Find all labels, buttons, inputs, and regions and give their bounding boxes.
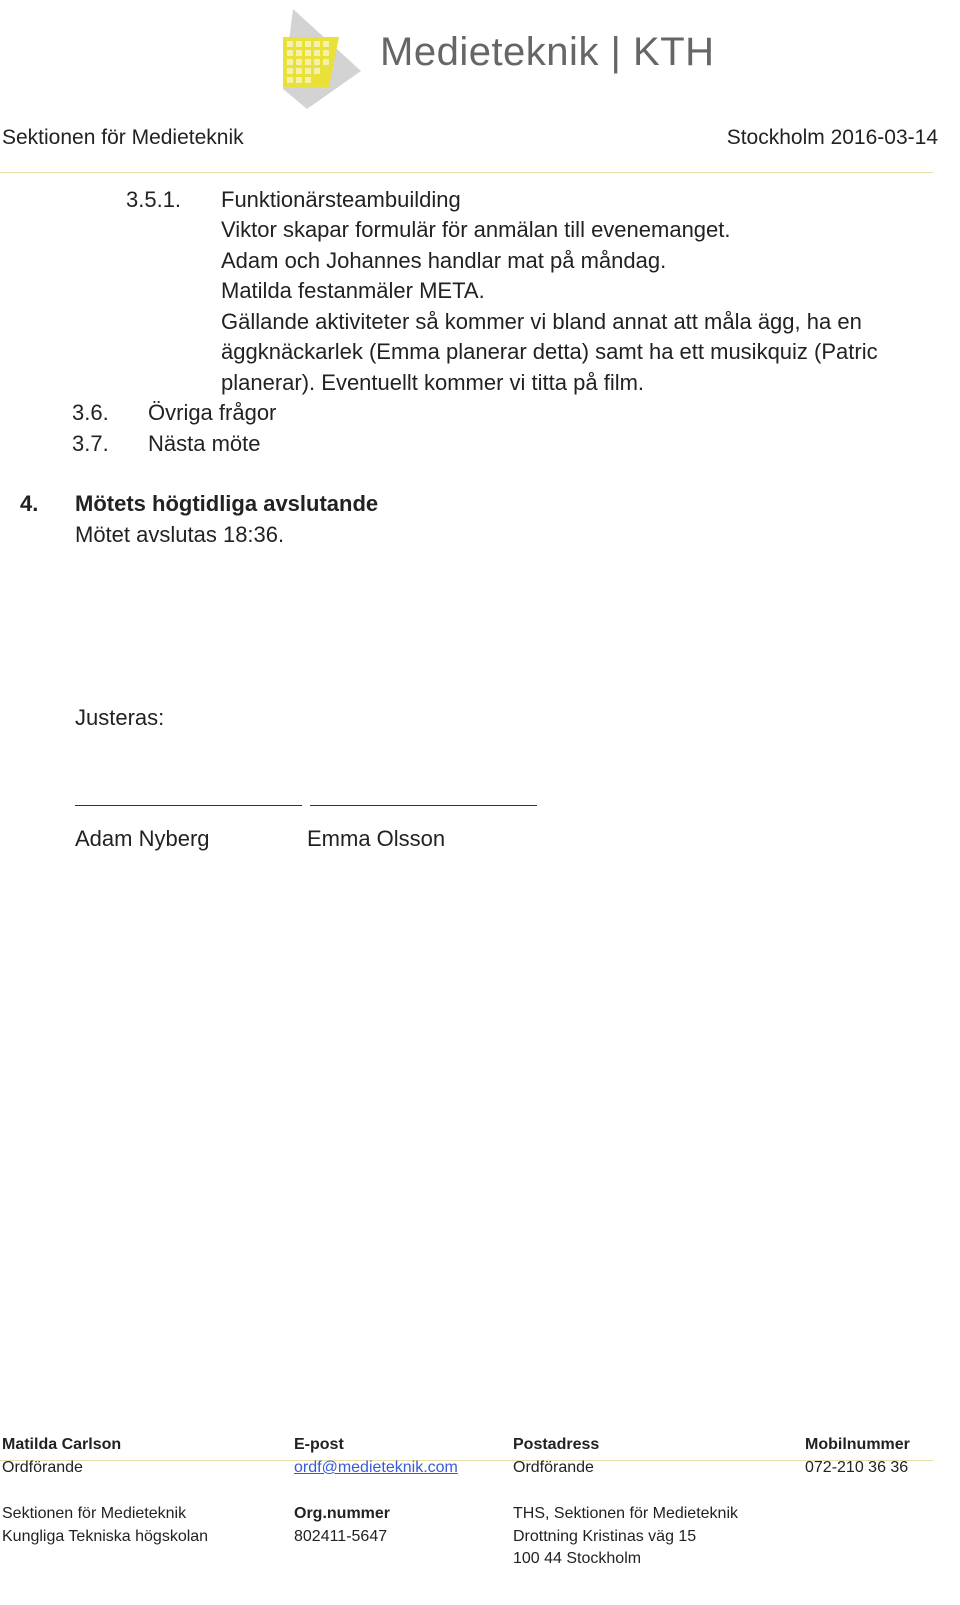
footer-role: Ordförande	[2, 1459, 83, 1476]
paragraph-line: Mötet avslutas 18:36.	[75, 522, 285, 547]
paragraph-line: Adam och Johannes handlar mat på måndag.	[221, 248, 667, 273]
paragraph-line: planerar). Eventuellt kommer vi titta på film.	[221, 370, 645, 395]
footer-school: Kungliga Tekniska högskolan	[2, 1528, 209, 1545]
header-divider	[0, 172, 933, 173]
signature-line	[310, 805, 537, 806]
footer-email-label: E-post	[294, 1436, 344, 1453]
header-organization: Sektionen för Medieteknik	[2, 126, 244, 149]
signatory-name: Emma Olsson	[307, 826, 446, 851]
section-number: 3.5.1.	[126, 187, 182, 212]
footer-orgnr: 802411-5647	[294, 1528, 388, 1545]
section-title: Mötets högtidliga avslutande	[75, 491, 379, 516]
footer-org: Sektionen för Medieteknik	[2, 1505, 187, 1522]
footer-mobile-label: Mobilnummer	[805, 1436, 910, 1453]
footer-name: Matilda Carlson	[2, 1436, 122, 1453]
footer-email-link[interactable]: ordf@medieteknik.com	[294, 1459, 458, 1476]
footer-address-line: THS, Sektionen för Medieteknik	[513, 1505, 738, 1522]
section-title: Övriga frågor	[148, 400, 277, 425]
paragraph-line: äggknäckarlek (Emma planerar detta) samt ha ett musikquiz (Patric	[221, 339, 878, 364]
footer-mobile: 072-210 36 36	[805, 1459, 909, 1476]
signature-line	[75, 805, 302, 806]
footer-post-label: Postadress	[513, 1436, 600, 1453]
footer-post: Ordförande	[513, 1459, 594, 1476]
header-date: Stockholm 2016-03-14	[726, 126, 938, 149]
footer-address-line: Drottning Kristinas väg 15	[513, 1528, 697, 1545]
paragraph-line: Gällande aktiviteter så kommer vi bland annat att måla ägg, ha en	[221, 309, 862, 334]
signature-label: Justeras:	[75, 705, 165, 730]
section-title: Funktionärsteambuilding	[221, 187, 461, 212]
section-number: 3.6.	[72, 400, 109, 425]
logo-text: Medieteknik | KTH	[380, 30, 715, 74]
section-number: 3.7.	[72, 431, 109, 456]
signatory-name: Adam Nyberg	[75, 826, 210, 851]
footer-orgnr-label: Org.nummer	[294, 1505, 391, 1522]
footer-address-line: 100 44 Stockholm	[513, 1550, 642, 1567]
paragraph-line: Matilda festanmäler META.	[221, 278, 485, 303]
paragraph-line: Viktor skapar formulär för anmälan till evenemanget.	[221, 217, 731, 242]
section-number: 4.	[20, 491, 39, 516]
footer-divider	[0, 1460, 933, 1461]
section-title: Nästa möte	[148, 431, 261, 456]
